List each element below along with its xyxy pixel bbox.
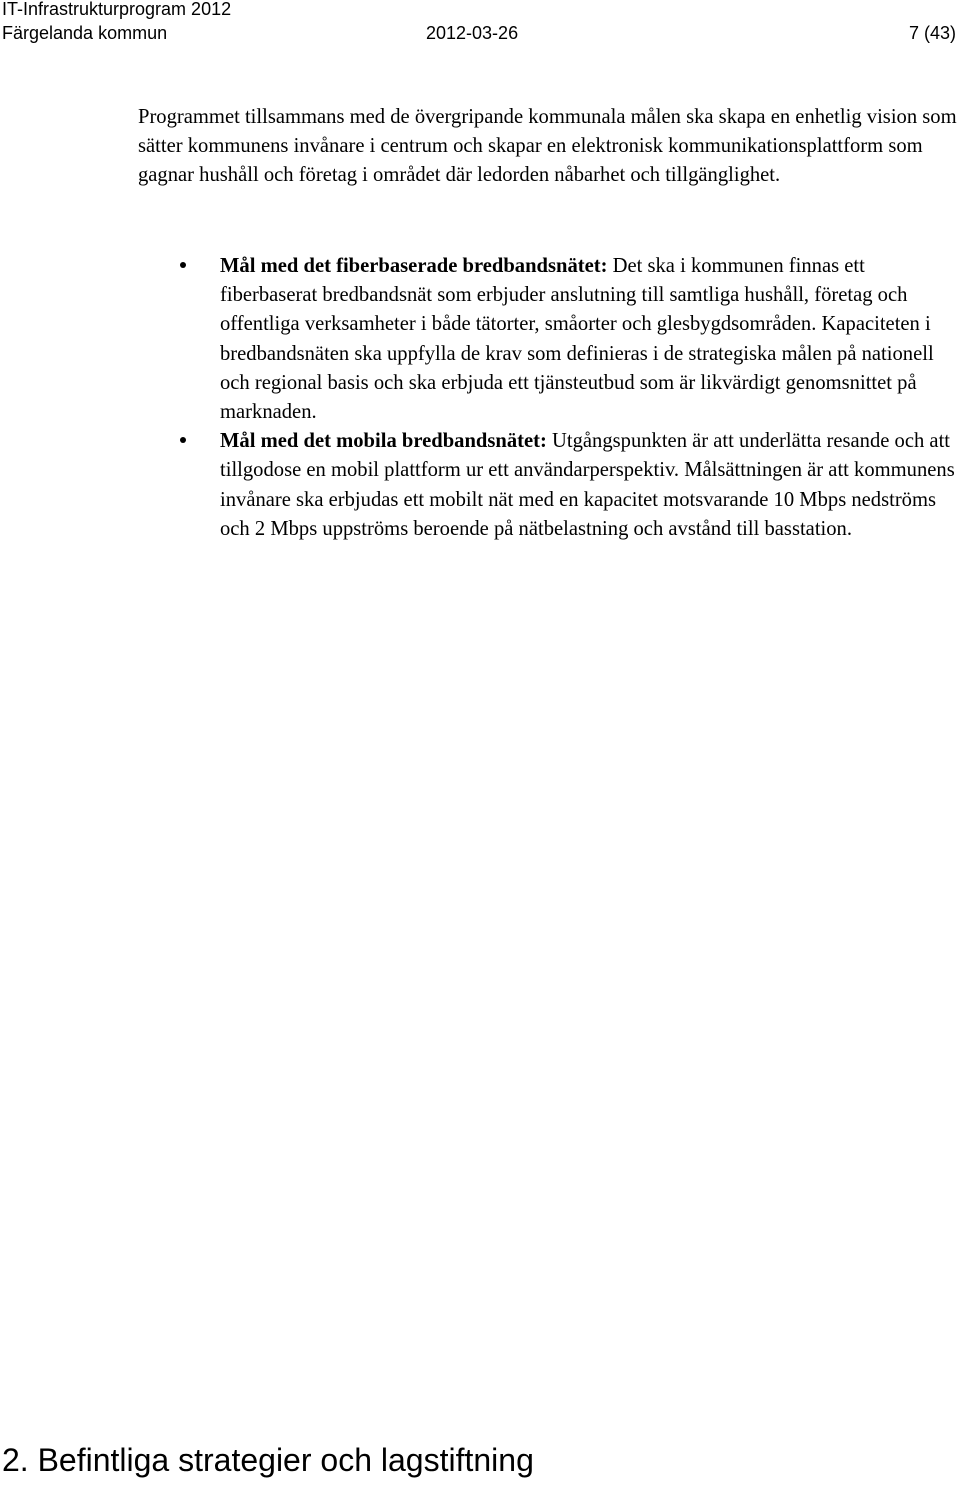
intro-paragraph: Programmet tillsammans med de övergripande kommunala målen ska skapa en enhetlig vision som sätter kommunens invånare i centrum och skapar en elektronisk kommunikationsplattform som gagnar hushåll och företag i området där ledorden nåbarhet och tillgänglighet. [138,106,957,187]
goals-list [138,252,958,544]
bullet-text: Utgångspunkten är att underlätta resande och att tillgodose en mobil plattform ur ett användarperspektiv. Målsättningen är att kommunens invånare ska erbjudas ett mobilt nät med en kapacitet motsvarande 10 Mbps nedströms och 2 Mbps uppströms beroende på nätbelastning och avstånd till basstation. [220,430,955,540]
section-heading: 2. Befintliga strategier och lagstiftning [2,1442,534,1478]
bullet-icon [180,437,186,443]
bullet-icon [180,262,186,268]
bullet-text: Det ska i kommunen finnas ett fiberbaserat bredbandsnät som erbjuder anslutning till samtliga hushåll, företag och offentliga verksamheter i både tätorter, småorter och glesbygdsområden. Kapaciteten i bredbandsnäten ska uppfylla de krav som definieras i de strategiska målen på nationell och regional basis och ska erbjuda ett tjänsteutbud som är likvärdigt genomsnittet på marknaden. [220,255,934,424]
bullet-heading: Mål med det fiberbaserade bredbandsnätet: [220,255,608,277]
document-date: 2012-03-26 [426,23,519,43]
document-title: IT-Infrastrukturprogram 2012 [2,0,232,19]
page-number: 7 (43) [908,23,956,43]
bullet-heading: Mål med det mobila bredbandsnätet: [220,430,547,453]
list-item [138,252,958,427]
organization-name: Färgelanda kommun [2,23,168,43]
list-item [138,427,958,544]
